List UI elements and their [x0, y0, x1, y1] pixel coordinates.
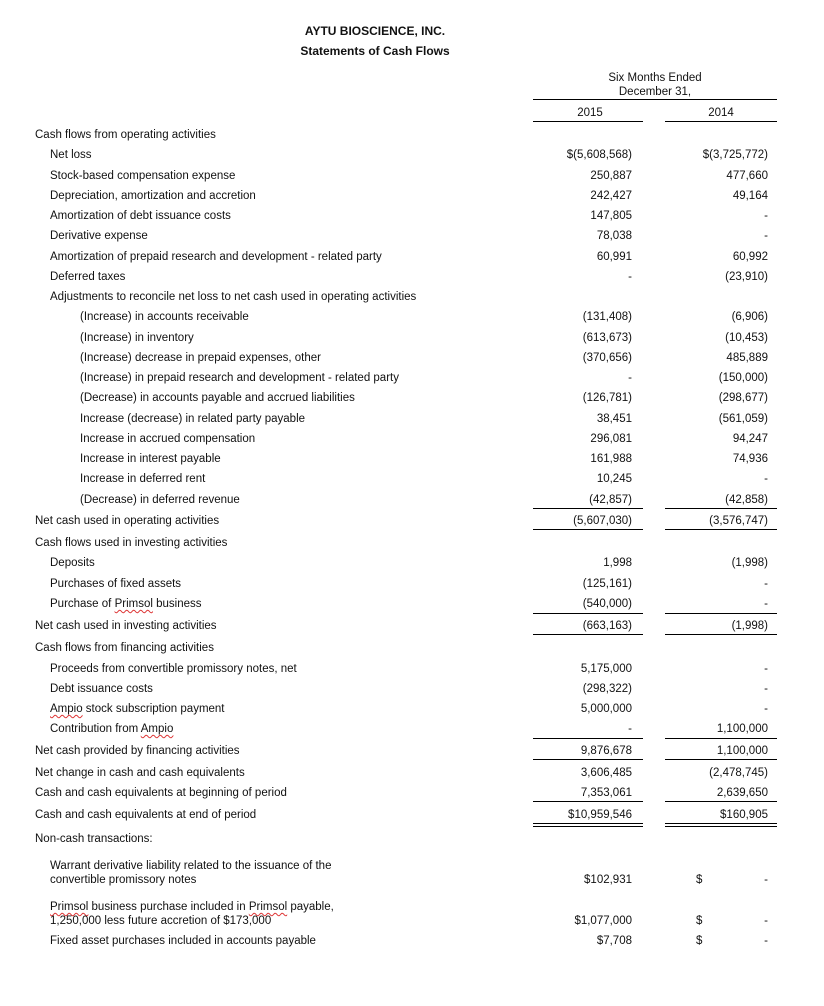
row-deferred-revenue-2015: (42,857) — [589, 494, 632, 506]
row-primsol-2014: - — [764, 598, 768, 610]
row-fixed-assets-2014: - — [764, 578, 768, 590]
section-noncash-header: Non-cash transactions: — [35, 833, 153, 845]
cash-end-rule-top-2015 — [533, 823, 643, 824]
row-related-payable-2015: 38,451 — [596, 413, 632, 425]
row-prepaid-rd-2014: (150,000) — [718, 372, 768, 384]
row-ampio-subscription-2015: 5,000,000 — [580, 703, 632, 715]
row-amort-debt-2015: 147,805 — [590, 210, 632, 222]
row-debt-costs-2015: (298,322) — [582, 683, 632, 695]
row-accrued-comp-2014: 94,247 — [732, 433, 768, 445]
subtotal-rule-2015 — [533, 508, 643, 509]
row-net-investing-2014: (1,998) — [731, 620, 768, 632]
total-rule-2014 — [665, 529, 777, 530]
row-deposits-label: Deposits — [50, 557, 95, 569]
row-deposits-2014: (1,998) — [731, 557, 768, 569]
row-deferred-revenue-2014: (42,858) — [725, 494, 768, 506]
row-net-financing-label: Net cash provided by financing activities — [35, 745, 240, 757]
row-ar-label: (Increase) in accounts receivable — [80, 311, 249, 323]
row-net-operating-2015: (5,607,030) — [573, 515, 632, 527]
row-inventory-label: (Increase) in inventory — [80, 332, 194, 344]
row-related-payable-2014: (561,059) — [718, 413, 768, 425]
row-ampio-subscription-2014: - — [764, 703, 768, 715]
section-operating-header: Cash flows from operating activities — [35, 129, 216, 141]
row-amort-debt-label: Amortization of debt issuance costs — [50, 210, 231, 222]
period-underline — [533, 99, 777, 100]
row-depreciation-2015: 242,427 — [590, 190, 632, 202]
row-warrant-2014: - — [764, 874, 768, 886]
row-derivative-label: Derivative expense — [50, 230, 148, 242]
cash-subtotal-rule-2015 — [533, 801, 643, 802]
row-conv-notes-label: Proceeds from convertible promissory notes, net — [50, 663, 297, 675]
row-net-investing-2015: (663,163) — [582, 620, 632, 632]
financing-subtotal-rule-2014 — [665, 738, 777, 739]
row-net-financing-2015: 9,876,678 — [580, 745, 632, 757]
row-warrant-label-line2: convertible promissory notes — [50, 874, 197, 886]
row-fixed-assets-label: Purchases of fixed assets — [50, 578, 182, 590]
row-warrant-2014-dollar: $ — [696, 874, 703, 886]
row-cash-begin-label: Cash and cash equivalents at beginning of period — [35, 787, 287, 799]
cash-end-rule-top-2014 — [665, 823, 777, 824]
row-net-financing-2014: 1,100,000 — [716, 745, 768, 757]
row-deferred-revenue-label: (Decrease) in deferred revenue — [80, 494, 240, 506]
row-fixed-assets-2015: (125,161) — [582, 578, 632, 590]
spellcheck-word: Primsol — [114, 598, 153, 610]
row-inventory-2015: (613,673) — [582, 332, 632, 344]
row-interest-payable-label: Increase in interest payable — [80, 453, 221, 465]
row-amort-debt-2014: - — [764, 210, 768, 222]
row-stock-comp-label: Stock-based compensation expense — [50, 170, 236, 182]
row-net-change-2015: 3,606,485 — [580, 767, 632, 779]
row-prepaid-rd-label: (Increase) in prepaid research and development - related party — [80, 372, 399, 384]
column-header-2014: 2014 — [708, 107, 734, 119]
section-financing-header: Cash flows from financing activities — [35, 642, 214, 654]
row-deferred-rent-2014: - — [764, 473, 768, 485]
row-warrant-2015: $102,931 — [584, 874, 632, 886]
row-accrued-comp-label: Increase in accrued compensation — [80, 433, 256, 445]
row-ar-2015: (131,408) — [582, 311, 632, 323]
row-fixed-ap-2014: - — [764, 935, 768, 947]
spellcheck-word: Primsol — [248, 901, 288, 913]
row-primsol-payable-2015: $1,077,000 — [574, 915, 632, 927]
row-fixed-ap-2014-dollar: $ — [696, 935, 703, 947]
row-net-loss-label: Net loss — [50, 149, 92, 161]
row-primsol-label: Purchase of Primsol business — [50, 598, 202, 610]
investing-subtotal-rule-2014 — [665, 613, 777, 614]
row-derivative-2015: 78,038 — [596, 230, 632, 242]
row-ampio-subscription-label: Ampio stock subscription payment — [50, 703, 225, 715]
row-inventory-2014: (10,453) — [725, 332, 768, 344]
row-primsol-payable-label-line2: 1,250,000 less future accretion of $173,000 — [50, 915, 272, 927]
row-conv-notes-2014: - — [764, 663, 768, 675]
row-deferred-taxes-2015: - — [628, 271, 632, 283]
row-net-loss-2014: $(3,725,772) — [702, 149, 768, 161]
financing-total-rule-2015 — [533, 759, 643, 760]
cash-subtotal-rule-2014 — [665, 801, 777, 802]
row-net-investing-label: Net cash used in investing activities — [35, 620, 217, 632]
row-related-payable-label: Increase (decrease) in related party payable — [80, 413, 306, 425]
column-header-2014-underline — [665, 121, 777, 122]
spellcheck-word: Ampio — [140, 723, 174, 735]
financing-total-rule-2014 — [665, 759, 777, 760]
cash-end-rule-bottom-2015 — [533, 826, 643, 827]
row-deferred-rent-2015: 10,245 — [596, 473, 632, 485]
row-ampio-contribution-2014: 1,100,000 — [716, 723, 768, 735]
row-conv-notes-2015: 5,175,000 — [580, 663, 632, 675]
row-primsol-payable-label-line1: Primsol business purchase included in Primsol payable, — [50, 901, 334, 913]
statement-title: Statements of Cash Flows — [300, 44, 450, 58]
row-cash-end-label: Cash and cash equivalents at end of period — [35, 809, 257, 821]
investing-subtotal-rule-2015 — [533, 613, 643, 614]
row-fixed-ap-2015: $7,708 — [596, 935, 632, 947]
row-deposits-2015: 1,998 — [603, 557, 632, 569]
row-adjustments-label: Adjustments to reconcile net loss to net cash used in operating activities — [50, 291, 417, 303]
subtotal-rule-2014 — [665, 508, 777, 509]
row-ampio-contribution-label: Contribution from Ampio — [50, 723, 174, 735]
row-fixed-ap-label: Fixed asset purchases included in accounts payable — [50, 935, 316, 947]
row-amort-prepaid-2015: 60,991 — [596, 251, 632, 263]
row-primsol-payable-2014-dollar: $ — [696, 915, 703, 927]
row-prepaid-rd-2015: - — [628, 372, 632, 384]
row-ampio-contribution-2015: - — [628, 723, 632, 735]
spellcheck-word: Ampio — [50, 703, 83, 715]
row-amort-prepaid-2014: 60,992 — [732, 251, 768, 263]
row-ap-2014: (298,677) — [718, 392, 768, 404]
row-warrant-label-line1: Warrant derivative liability related to the issuance of the — [50, 860, 332, 872]
row-net-operating-label: Net cash used in operating activities — [35, 515, 220, 527]
spellcheck-word: Primsol — [50, 901, 89, 913]
row-derivative-2014: - — [764, 230, 768, 242]
total-rule-2015 — [533, 529, 643, 530]
row-cash-begin-2014: 2,639,650 — [716, 787, 768, 799]
row-deferred-taxes-2014: (23,910) — [725, 271, 768, 283]
row-stock-comp-2014: 477,660 — [726, 170, 768, 182]
row-net-change-2014: (2,478,745) — [709, 767, 768, 779]
investing-total-rule-2014 — [665, 634, 777, 635]
row-net-operating-2014: (3,576,747) — [709, 515, 768, 527]
cash-end-rule-bottom-2014 — [665, 826, 777, 827]
period-label-line1: Six Months Ended — [608, 72, 702, 84]
row-cash-end-2015: $10,959,546 — [568, 809, 632, 821]
row-prepaid-other-label: (Increase) decrease in prepaid expenses, other — [80, 352, 322, 364]
row-net-change-label: Net change in cash and cash equivalents — [35, 767, 245, 779]
row-accrued-comp-2015: 296,081 — [590, 433, 632, 445]
row-deferred-taxes-label: Deferred taxes — [50, 271, 126, 283]
row-cash-begin-2015: 7,353,061 — [580, 787, 632, 799]
row-interest-payable-2015: 161,988 — [590, 453, 632, 465]
row-stock-comp-2015: 250,887 — [590, 170, 632, 182]
row-prepaid-other-2015: (370,656) — [582, 352, 632, 364]
period-label-line2: December 31, — [618, 86, 692, 98]
company-name: AYTU BIOSCIENCE, INC. — [304, 24, 446, 38]
row-cash-end-2014: $160,905 — [720, 809, 768, 821]
column-header-2015: 2015 — [577, 107, 603, 119]
investing-total-rule-2015 — [533, 634, 643, 635]
row-deferred-rent-label: Increase in deferred rent — [80, 473, 206, 485]
section-investing-header: Cash flows used in investing activities — [35, 537, 228, 549]
row-ar-2014: (6,906) — [731, 311, 768, 323]
row-prepaid-other-2014: 485,889 — [726, 352, 768, 364]
row-primsol-2015: (540,000) — [582, 598, 632, 610]
row-depreciation-2014: 49,164 — [732, 190, 768, 202]
row-depreciation-label: Depreciation, amortization and accretion — [50, 190, 256, 202]
column-header-2015-underline — [533, 121, 643, 122]
row-ap-2015: (126,781) — [582, 392, 632, 404]
row-debt-costs-label: Debt issuance costs — [50, 683, 153, 695]
row-debt-costs-2014: - — [764, 683, 768, 695]
row-net-loss-2015: $(5,608,568) — [566, 149, 632, 161]
row-ap-label: (Decrease) in accounts payable and accrued liabilities — [80, 392, 355, 404]
financing-subtotal-rule-2015 — [533, 738, 643, 739]
row-interest-payable-2014: 74,936 — [732, 453, 768, 465]
row-amort-prepaid-label: Amortization of prepaid research and development - related party — [50, 251, 382, 263]
row-primsol-payable-2014: - — [764, 915, 768, 927]
